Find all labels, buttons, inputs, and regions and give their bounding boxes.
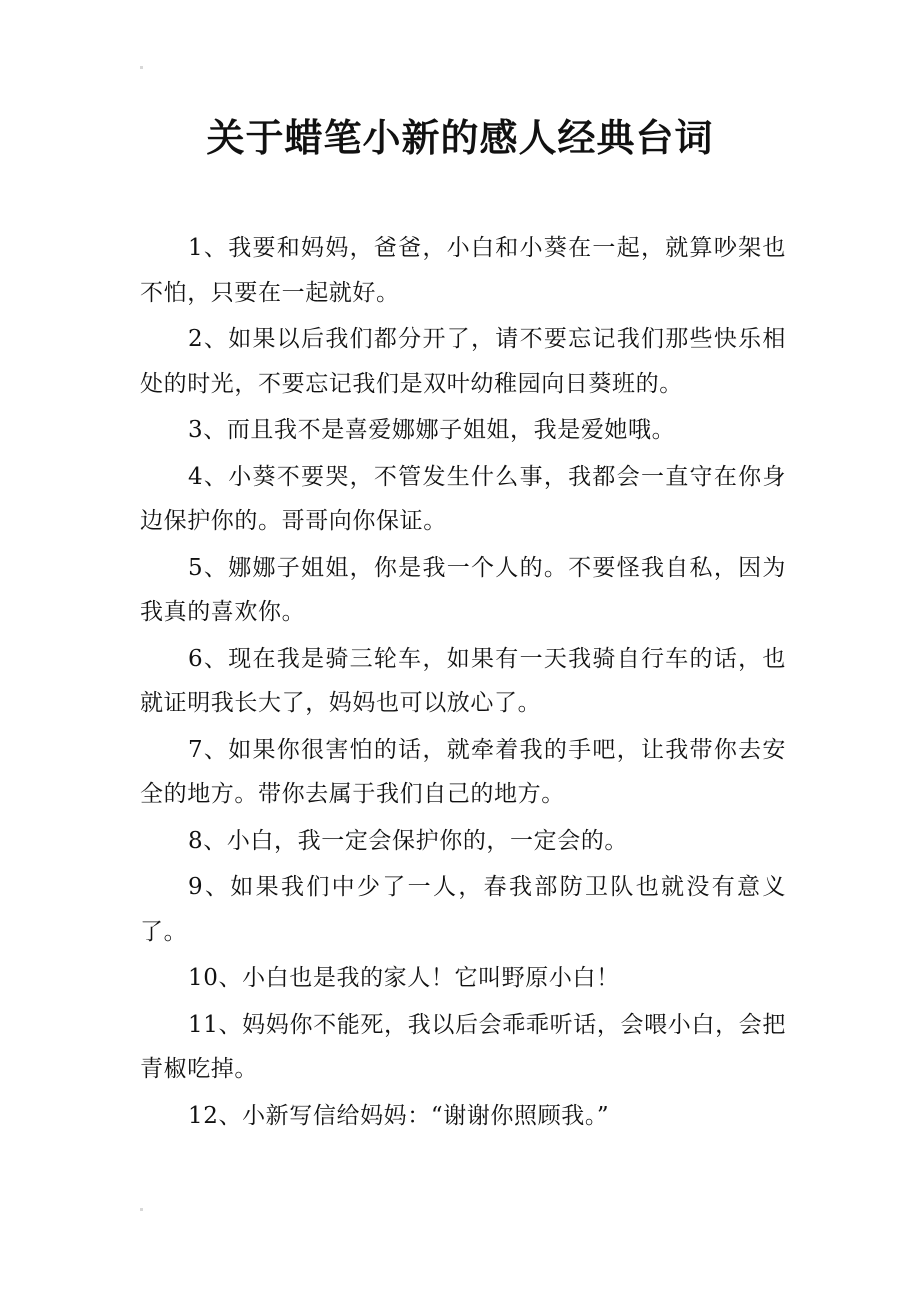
quote-paragraph-10: 10、小白也是我的家人！它叫野原小白！ — [188, 965, 620, 991]
quote-paragraph-1: 1、我要和妈妈，爸爸，小白和小葵在一起，就算吵架也不怕，只要在一起就好。 — [140, 235, 786, 306]
quote-paragraph-9: 9、如果我们中少了一人，春我部防卫队也就没有意义了。 — [140, 874, 786, 945]
quote-paragraph-12: 12、小新写信给妈妈：“谢谢你照顾我。” — [188, 1102, 610, 1129]
quote-paragraph-6: 6、现在我是骑三轮车，如果有一天我骑自行车的话，也就证明我长大了，妈妈也可以放心了。 — [140, 645, 786, 716]
quote-paragraph-8: 8、小白，我一定会保护你的，一定会的。 — [188, 827, 629, 854]
document-title: 关于蜡笔小新的感人经典台词 — [206, 116, 714, 160]
document-body — [140, 226, 786, 1140]
quote-paragraph-7: 7、如果你很害怕的话，就牵着我的手吧，让我带你去安全的地方。带你去属于我们自己的地方。 — [140, 736, 786, 807]
page-corner-mark-top — [140, 66, 143, 69]
page-corner-mark-bottom — [140, 1208, 143, 1211]
quote-paragraph-2: 2、如果以后我们都分开了，请不要忘记我们那些快乐相处的时光，不要忘记我们是双叶幼稚园向日葵班的。 — [140, 326, 786, 397]
quote-paragraph-3: 3、而且我不是喜爱娜娜子姐姐，我是爱她哦。 — [188, 417, 676, 443]
quote-paragraph-5: 5、娜娜子姐姐，你是我一个人的。不要怪我自私，因为我真的喜欢你。 — [140, 554, 786, 625]
quote-paragraph-4: 4、小葵不要哭，不管发生什么事，我都会一直守在你身边保护你的。哥哥向你保证。 — [140, 463, 786, 534]
quote-paragraph-11: 11、妈妈你不能死，我以后会乖乖听话，会喂小白，会把青椒吃掉。 — [140, 1011, 786, 1082]
